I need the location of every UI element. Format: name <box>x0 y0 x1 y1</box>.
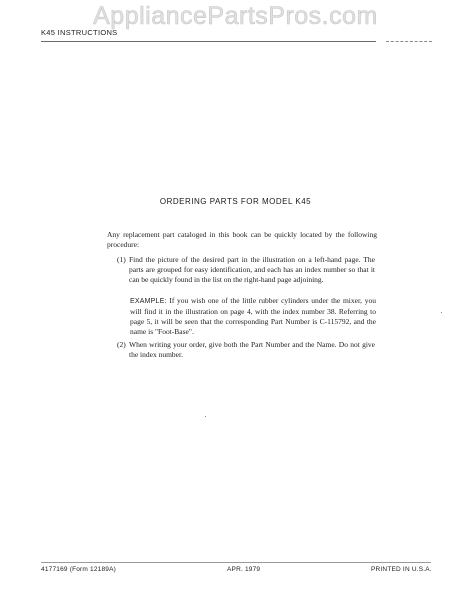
step-one-number: (1) <box>117 255 126 264</box>
step-one-text: Find the picture of the desired part in the illustration on a left-hand page. The parts are grouped for easy identification, and each has an index number so that it can be quickly found in the list on the right-hand page adjoining. <box>129 255 375 284</box>
example-text: If you wish one of the little rubber cylinders under the mixer, you will find it in the illustration on page 4, with the index number 38. Referring to page 5, it will be seen that the corresponding Part Number is C-115792, and the name is "Foot-Base". <box>130 296 376 336</box>
watermark-logo: AppliancePartsPros.com <box>93 2 378 30</box>
step-two-number: (2) <box>117 340 126 349</box>
footer-date: APR. 1979 <box>227 566 261 573</box>
scan-speck <box>205 416 206 417</box>
intro-paragraph: Any replacement part cataloged in this book can be quickly located by the following procedure: <box>107 230 377 249</box>
header-rule-dashed <box>386 41 432 42</box>
header-label: K45 INSTRUCTIONS <box>41 28 118 37</box>
example-lead: EXAMPLE: <box>130 298 167 305</box>
step-two-text: When writing your order, give both the Part Number and the Name. Do not give the index number. <box>129 340 375 359</box>
page-title: ORDERING PARTS FOR MODEL K45 <box>159 197 312 206</box>
scan-speck <box>441 312 442 313</box>
header-rule <box>41 41 376 42</box>
footer-rule <box>41 562 431 563</box>
step-one <box>117 255 375 285</box>
footer-printed: PRINTED IN U.S.A. <box>371 566 432 573</box>
step-two <box>117 340 375 360</box>
example-paragraph <box>130 296 376 337</box>
footer-form-number: 4177169 (Form 12189A) <box>41 566 117 573</box>
